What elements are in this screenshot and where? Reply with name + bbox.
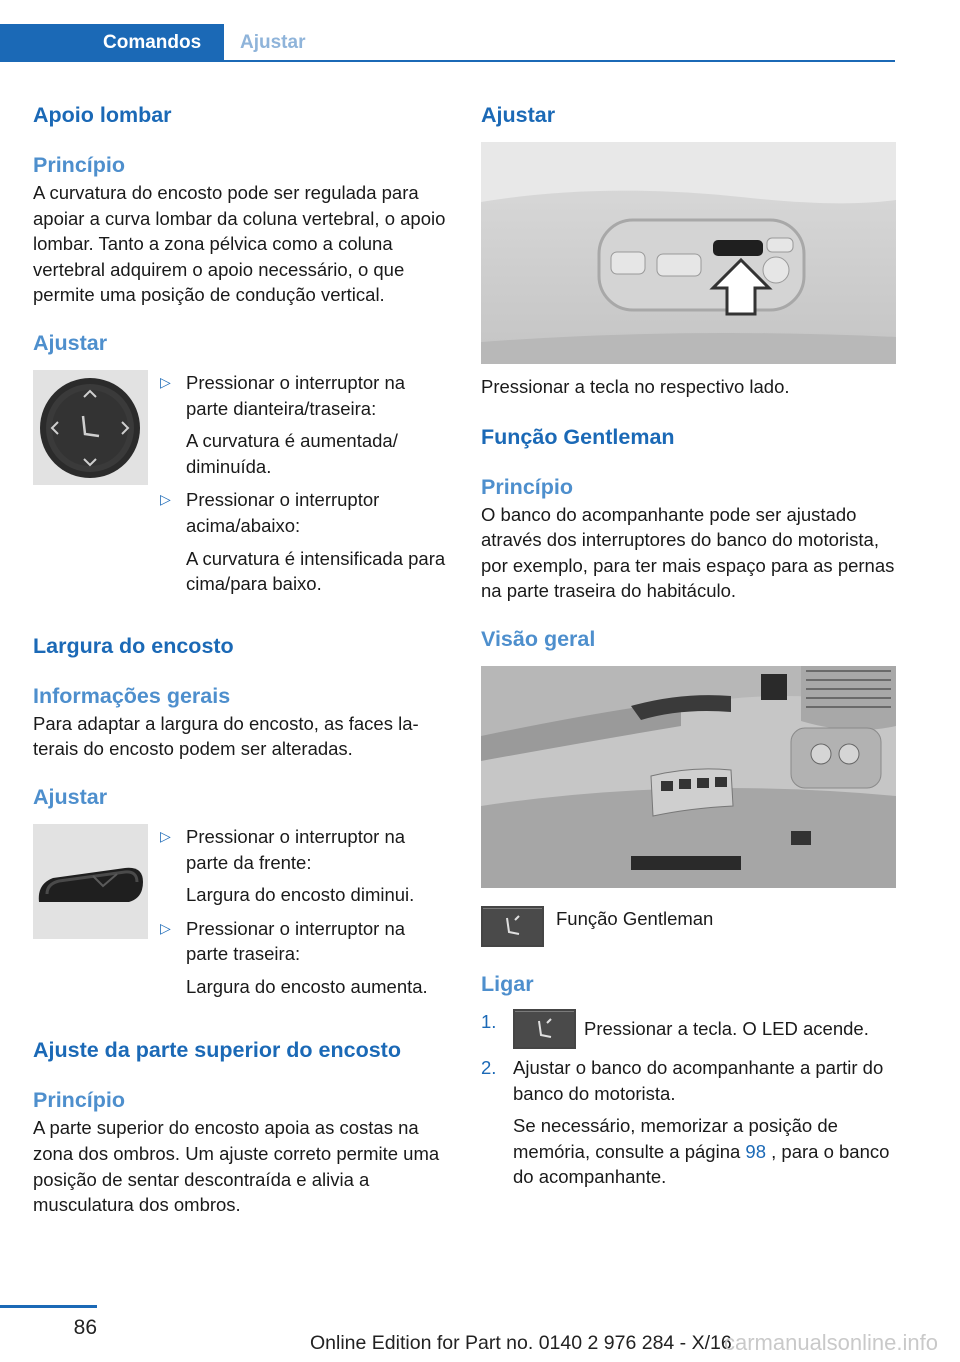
heading-adjust: Ajustar <box>33 330 108 355</box>
list-item <box>160 370 448 479</box>
step-text: Pressionar o interruptor acima/abaixo: <box>186 489 380 536</box>
chapter-header <box>0 24 895 62</box>
triangle-bullet-icon: ▷ <box>160 827 171 844</box>
triangle-bullet-icon: ▷ <box>160 373 171 390</box>
left-column <box>33 100 448 1218</box>
gentleman-key-icon <box>481 906 544 947</box>
ligar-steps <box>481 1009 896 1190</box>
step-text: Pressionar o interruptor na parte traseira: <box>186 917 406 965</box>
step-result: Largura do encosto diminui. <box>186 884 415 906</box>
watermark: carmanualsonline.info <box>723 1330 938 1355</box>
principle-text: A curvatura do encosto pode ser regulada para apoiar a curva lombar da coluna vertebral, o apoio lombar. Tanto a zona pélvica como a coluna vertebral adquirem o apoio necessário, o que permite uma posição de condução vertical. <box>33 182 446 306</box>
adjust-caption: Pressionar a tecla no respectivo lado. <box>481 376 790 397</box>
triangle-bullet-icon: ▷ <box>160 491 171 508</box>
gentleman-key-icon <box>513 1009 576 1049</box>
step-text: Pressionar o interruptor na parte dianteira/traseira: <box>186 371 406 419</box>
heading-principle: Princípio <box>481 474 573 499</box>
info-text: Para adaptar a largura do encosto, as faces laterais do encosto podem ser alteradas. <box>33 712 419 760</box>
seat-switch-photo <box>481 142 896 364</box>
door-panel-photo <box>481 666 896 888</box>
list-item <box>160 916 448 1000</box>
list-item <box>481 1055 896 1190</box>
page-reference-link[interactable]: 98 <box>745 1140 766 1162</box>
tab-comandos[interactable]: Comandos <box>0 24 224 62</box>
section-title-upper-backrest: Ajuste da parte superior do encosto <box>33 1038 401 1063</box>
step-note: Se necessário, memorizar a posição de memória, consulte a página 98 , para o banco do acompanhante. <box>513 1115 890 1188</box>
list-item <box>160 487 448 596</box>
section-title-gentleman: Função Gentleman <box>481 424 675 449</box>
gentleman-button-legend <box>481 906 896 947</box>
heading-principle: Princípio <box>33 1088 125 1113</box>
heading-info: Informações gerais <box>33 683 231 708</box>
page-number: 86 <box>73 1316 97 1339</box>
triangle-bullet-icon: ▷ <box>160 919 171 936</box>
step-text: Pressionar a tecla. O LED acende. <box>584 1018 869 1040</box>
section-title-width: Largura do encosto <box>33 633 234 658</box>
list-item <box>481 1009 896 1049</box>
width-steps <box>160 824 448 1008</box>
step-number: 1. <box>481 1010 497 1032</box>
heading-ligar: Ligar <box>481 971 534 996</box>
step-text: Pressionar o interruptor na parte da frente: <box>186 825 406 873</box>
step-result: A curvatura é intensificada para cima/para baixo. <box>186 547 446 595</box>
gentleman-principle-text: O banco do acompanhante pode ser ajustado através dos interruptores do banco do motorista, por exemplo, para ter mais espaço para as pernas na parte traseira do habitáculo. <box>481 503 895 602</box>
step-number: 2. <box>481 1056 497 1078</box>
lumbar-steps <box>160 370 448 605</box>
width-adjust-row <box>33 824 448 1008</box>
heading-adjust: Ajustar <box>33 784 108 809</box>
step-result: Largura do encosto aumenta. <box>186 975 428 997</box>
heading-adjust: Ajustar <box>481 103 556 127</box>
step-text: Ajustar o banco do acompanhante a partir do banco do motorista. <box>513 1056 884 1104</box>
header-rule <box>0 60 895 62</box>
list-item <box>160 824 448 908</box>
tab-ajustar[interactable]: Ajustar <box>240 32 306 53</box>
lumbar-adjust-row <box>33 370 448 605</box>
upper-backrest-text: A parte superior do encosto apoia as costas na zona dos ombros. Um ajuste correto permite uma posição de sentar descontraída e alivia a musculatura dos ombros. <box>33 1117 440 1216</box>
step-result: A curvatura é aumentada/ diminuída. <box>186 430 398 477</box>
section-title-lumbar: Apoio lombar <box>33 103 172 127</box>
gentleman-button-label: Função Gentleman <box>556 907 714 929</box>
footer-rule <box>0 1305 97 1308</box>
edition-text: Online Edition for Part no. 0140 2 976 284 - X/16 <box>310 1332 732 1354</box>
width-switch-image <box>33 824 148 939</box>
right-column <box>481 100 896 1196</box>
heading-principle: Princípio <box>33 153 125 177</box>
lumbar-switch-image <box>33 370 148 485</box>
heading-overview: Visão geral <box>481 626 596 651</box>
